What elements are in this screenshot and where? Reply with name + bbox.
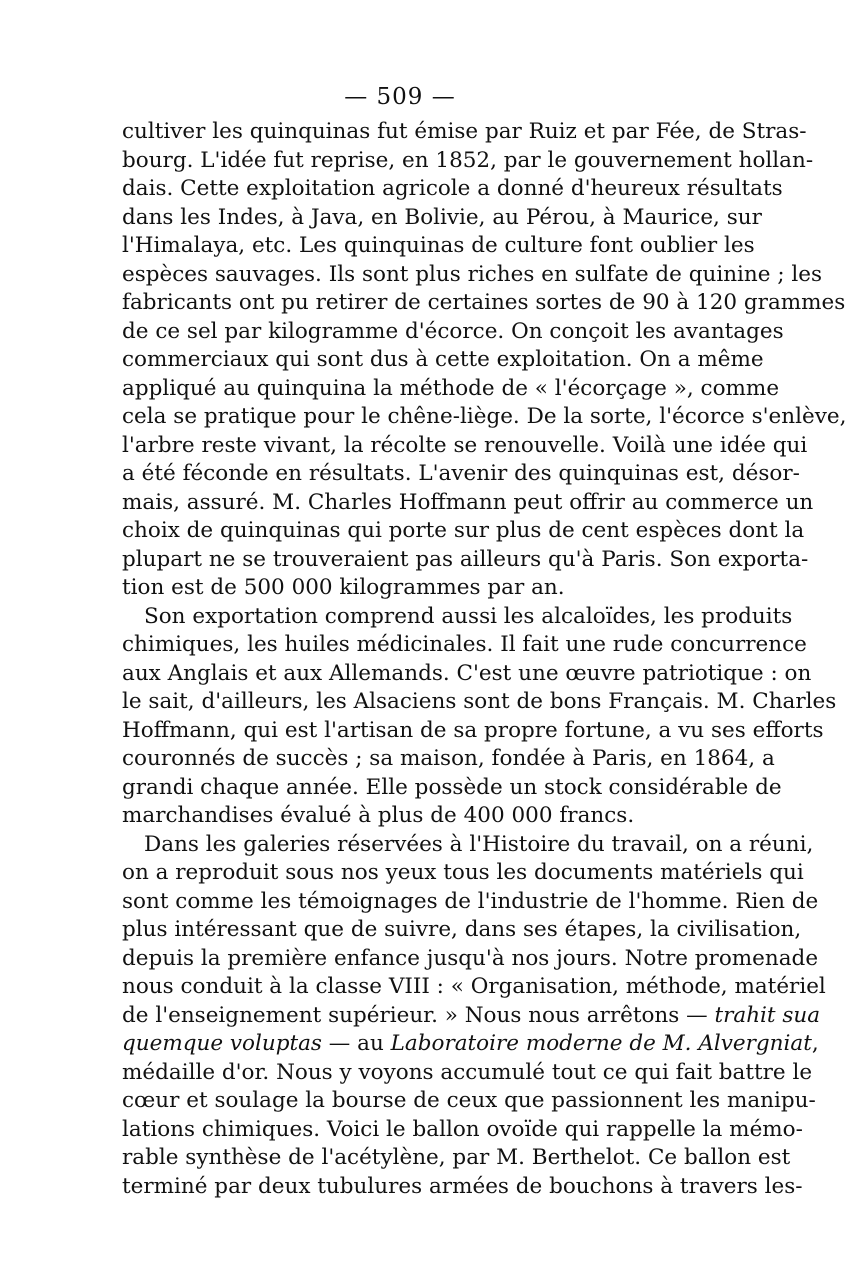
text-line: médaille d'or. Nous y voyons accumulé tout ce qui fait battre le bbox=[122, 1059, 813, 1085]
text-line: cultiver les quinquinas fut émise par Ruiz et par Fée, de Stras- bbox=[122, 119, 807, 144]
text-line: Hoffmann, qui est l'artisan de sa propre fortune, a vu ses efforts bbox=[122, 717, 824, 743]
text-line: commerciaux qui sont dus à cette exploitation. On a même bbox=[122, 347, 764, 372]
text-line: on a reproduit sous nos yeux tous les documents matériels qui bbox=[122, 860, 804, 885]
text-line: plus intéressant que de suivre, dans ses étapes, la civilisation, bbox=[122, 917, 802, 942]
text-line: l'arbre reste vivant, la récolte se renouvelle. Voilà une idée qui bbox=[122, 432, 808, 458]
text-line: dais. Cette exploitation agricole a donné d'heureux résultats bbox=[122, 176, 783, 201]
text-line: Dans les galeries réservées à l'Histoire du travail, on a réuni, bbox=[144, 831, 814, 857]
text-line: appliqué au quinquina la méthode de « l'écorçage », comme bbox=[122, 375, 780, 401]
text-line: tion est de 500 000 kilogrammes par an. bbox=[122, 575, 565, 600]
text-line: mais, assuré. M. Charles Hoffmann peut offrir au commerce un bbox=[122, 489, 814, 515]
text-line: quemque voluptas — au Laboratoire moderne de M. Alvergniat, bbox=[122, 1031, 819, 1056]
text-line: cœur et soulage la bourse de ceux que passionnent les manipu- bbox=[122, 1088, 816, 1113]
text-line: aux Anglais et aux Allemands. C'est une œuvre patriotique : on bbox=[122, 660, 812, 686]
text-line: choix de quinquinas qui porte sur plus de cent espèces dont la bbox=[122, 518, 805, 543]
text-line: de l'enseignement supérieur. » Nous nous arrêtons — trahit sua bbox=[122, 1002, 821, 1028]
text-line: espèces sauvages. Ils sont plus riches en sulfate de quinine ; les bbox=[122, 261, 823, 287]
text-line: sont comme les témoignages de l'industrie de l'homme. Rien de bbox=[122, 888, 819, 914]
text-line: depuis la première enfance jusqu'à nos jours. Notre promenade bbox=[122, 945, 819, 971]
page-number: — 509 — bbox=[344, 84, 456, 110]
text-line: de ce sel par kilogramme d'écorce. On conçoit les avantages bbox=[122, 318, 784, 344]
text-line: couronnés de succès ; sa maison, fondée à Paris, en 1864, a bbox=[122, 746, 775, 771]
text-line: plupart ne se trouveraient pas ailleurs qu'à Paris. Son exporta- bbox=[122, 546, 809, 572]
text-line: marchandises évalué à plus de 400 000 francs. bbox=[122, 803, 635, 828]
body-text bbox=[122, 118, 846, 1201]
text-line: bourg. L'idée fut reprise, en 1852, par le gouvernement hollan- bbox=[122, 147, 814, 173]
text-line: fabricants ont pu retirer de certaines sortes de 90 à 120 grammes bbox=[122, 290, 846, 315]
text-line: lations chimiques. Voici le ballon ovoïde qui rappelle la mémo- bbox=[122, 1116, 803, 1142]
text-line: chimiques, les huiles médicinales. Il fait une rude concurrence bbox=[122, 632, 807, 657]
text-line: a été féconde en résultats. L'avenir des quinquinas est, désor- bbox=[122, 461, 800, 486]
text-line: grandi chaque année. Elle possède un stock considérable de bbox=[122, 774, 782, 800]
text-line: Son exportation comprend aussi les alcaloïdes, les produits bbox=[144, 603, 793, 629]
text-line: dans les Indes, à Java, en Bolivie, au Pérou, à Maurice, sur bbox=[122, 204, 762, 230]
text-line: terminé par deux tubulures armées de bouchons à travers les- bbox=[122, 1173, 803, 1199]
text-line: nous conduit à la classe VIII : « Organisation, méthode, matériel bbox=[122, 974, 826, 999]
text-line: cela se pratique pour le chêne-liège. De la sorte, l'écorce s'enlève, bbox=[122, 404, 846, 429]
text-line: le sait, d'ailleurs, les Alsaciens sont de bons Français. M. Charles bbox=[122, 689, 837, 714]
text-line: rable synthèse de l'acétylène, par M. Berthelot. Ce ballon est bbox=[122, 1145, 791, 1170]
text-line: l'Himalaya, etc. Les quinquinas de culture font oublier les bbox=[122, 233, 755, 258]
paragraph bbox=[122, 831, 826, 1202]
paragraph bbox=[122, 118, 846, 603]
paragraph bbox=[122, 603, 837, 831]
